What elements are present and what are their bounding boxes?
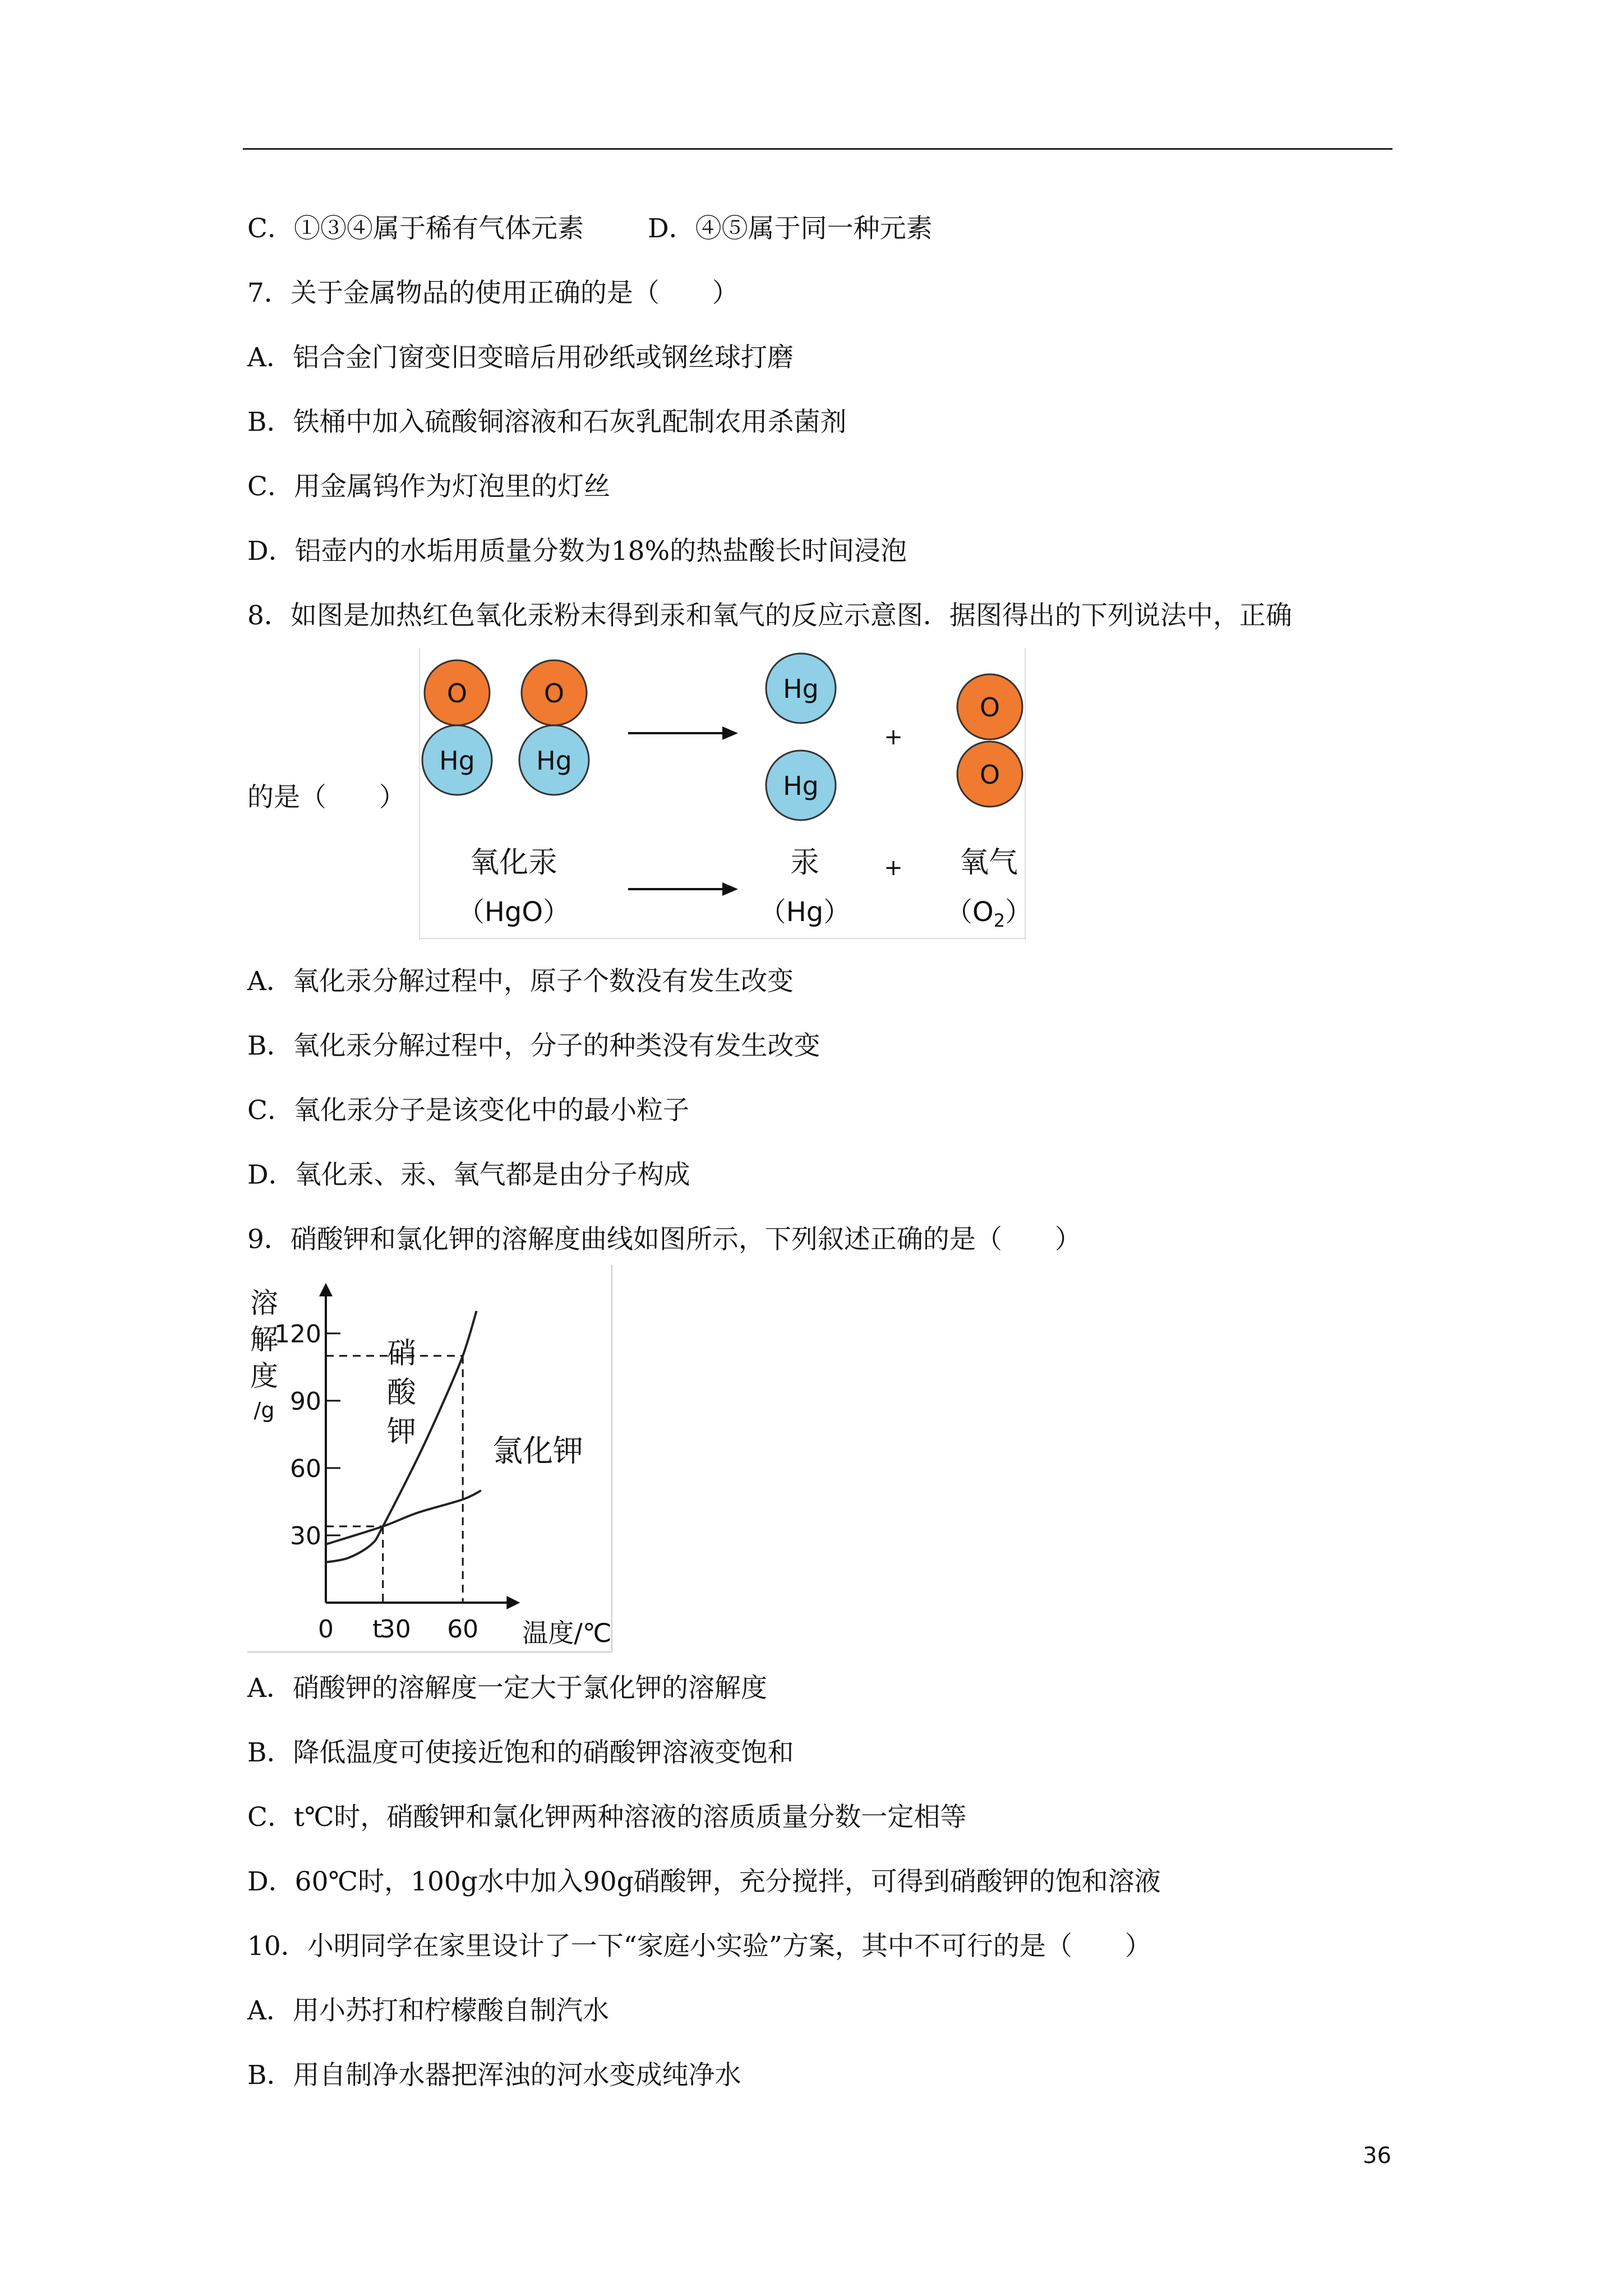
- x-axis-label: 温度/℃: [522, 1618, 612, 1648]
- x-tick-label: t: [372, 1615, 382, 1644]
- q10-option-b: B．用自制净水器把浑浊的河水变成纯净水: [247, 2060, 741, 2091]
- page-number: 36: [1363, 2143, 1391, 2169]
- hgo-molecule-1: [422, 660, 492, 795]
- formula-mercury: （Hg）: [759, 896, 851, 928]
- label-mercury-oxide: 氧化汞: [469, 846, 558, 880]
- mercury-symbol: Hg: [783, 771, 819, 801]
- mercury-symbol: Hg: [536, 746, 572, 776]
- oxygen-symbol: O: [979, 692, 1000, 723]
- mercury-symbol: Hg: [783, 674, 819, 704]
- q7-option-c: C．用金属钨作为灯泡里的灯丝: [247, 471, 610, 502]
- formula-oxygen: $(O_2)$: [945, 896, 1032, 931]
- y-axis-label-char: /g: [253, 1398, 275, 1423]
- y-tick-label: 30: [290, 1522, 321, 1550]
- q9-option-a: A．硝酸钾的溶解度一定大于氯化钾的溶解度: [247, 1673, 767, 1704]
- q9-stem: 9．硝酸钾和氯化钾的溶解度曲线如图所示，下列叙述正确的是（ ）: [247, 1224, 1081, 1255]
- hgo-molecule-2: [519, 660, 589, 795]
- plus-sign-bottom: +: [884, 855, 903, 881]
- reaction-arrow-top: [628, 726, 738, 740]
- reaction-diagram: [419, 648, 1032, 940]
- oxygen-symbol: O: [446, 678, 468, 708]
- q8-option-b: B．氧化汞分解过程中，分子的种类没有发生改变: [247, 1030, 820, 1061]
- q7-option-b: B．铁桶中加入硫酸铜溶液和石灰乳配制农用杀菌剂: [247, 407, 847, 438]
- series-label-potassium-nitrate-char: 硝: [386, 1337, 417, 1370]
- y-axis-arrow: [319, 1283, 333, 1296]
- plus-sign-top: +: [884, 724, 903, 750]
- series-label-potassium-nitrate-char: 酸: [386, 1376, 417, 1410]
- q8-stem-line1: 8．如图是加热红色氧化汞粉末得到汞和氧气的反应示意图．据图得出的下列说法中，正确: [247, 600, 1292, 631]
- q9-option-b: B．降低温度可使接近饱和的硝酸钾溶液变饱和: [247, 1737, 794, 1768]
- reaction-arrow-bottom: [628, 882, 738, 896]
- x-axis-arrow: [506, 1596, 520, 1609]
- label-mercury: 汞: [790, 846, 820, 880]
- x-tick-label: 60: [447, 1615, 479, 1644]
- x-tick-label: 0: [318, 1615, 334, 1644]
- header-rule: [243, 148, 1393, 150]
- y-tick-label: 60: [290, 1455, 321, 1483]
- oxygen-symbol: O: [979, 760, 1000, 790]
- label-oxygen: 氧气: [959, 846, 1018, 880]
- q10-stem: 10．小明同学在家里设计了一下“家庭小实验”方案，其中不可行的是（ ）: [247, 1931, 1151, 1962]
- q10-option-a: A．用小苏打和柠檬酸自制汽水: [247, 1995, 609, 2026]
- q8-stem-line2: 的是（ ）: [247, 782, 405, 813]
- oxygen-symbol: O: [543, 678, 565, 708]
- q9-option-d: D．60℃时，100g水中加入90g硝酸钾，充分搅拌，可得到硝酸钾的饱和溶液: [247, 1866, 1161, 1897]
- solubility-chart: [247, 1265, 617, 1655]
- q7-option-a: A．铝合金门窗变旧变暗后用砂纸或钢丝球打磨: [247, 342, 794, 373]
- y-tick-label: 90: [290, 1387, 321, 1416]
- y-axis-label-char: 解: [250, 1323, 278, 1356]
- series-line-potassium-chloride: [326, 1490, 481, 1544]
- mercury-symbol: Hg: [439, 746, 475, 776]
- series-label-potassium-nitrate-char: 钾: [386, 1415, 417, 1449]
- y-axis-label-char: 度: [250, 1360, 278, 1392]
- formula-mercury-oxide: （HgO）: [457, 896, 570, 928]
- y-tick-label: 120: [274, 1320, 321, 1349]
- q8-option-a: A．氧化汞分解过程中，原子个数没有发生改变: [247, 966, 794, 997]
- q9-option-c: C．t℃时，硝酸钾和氯化钾两种溶液的溶质质量分数一定相等: [247, 1802, 967, 1833]
- y-axis-label-char: 溶: [250, 1287, 278, 1319]
- q7-option-d: D．铝壶内的水垢用质量分数为18%的热盐酸长时间浸泡: [247, 536, 907, 567]
- q7-stem: 7．关于金属物品的使用正确的是（ ）: [247, 278, 739, 309]
- oxygen-molecule: [957, 674, 1022, 807]
- q8-option-c: C．氧化汞分子是该变化中的最小粒子: [247, 1095, 689, 1126]
- q6-option-c: C．①③④属于稀有气体元素: [247, 213, 584, 244]
- q8-option-d: D．氧化汞、汞、氧气都是由分子构成: [247, 1159, 690, 1190]
- series-label-potassium-chloride: 氯化钾: [492, 1433, 583, 1469]
- x-tick-label: 30: [379, 1615, 411, 1644]
- q6-option-d: D．④⑤属于同一种元素: [648, 213, 933, 244]
